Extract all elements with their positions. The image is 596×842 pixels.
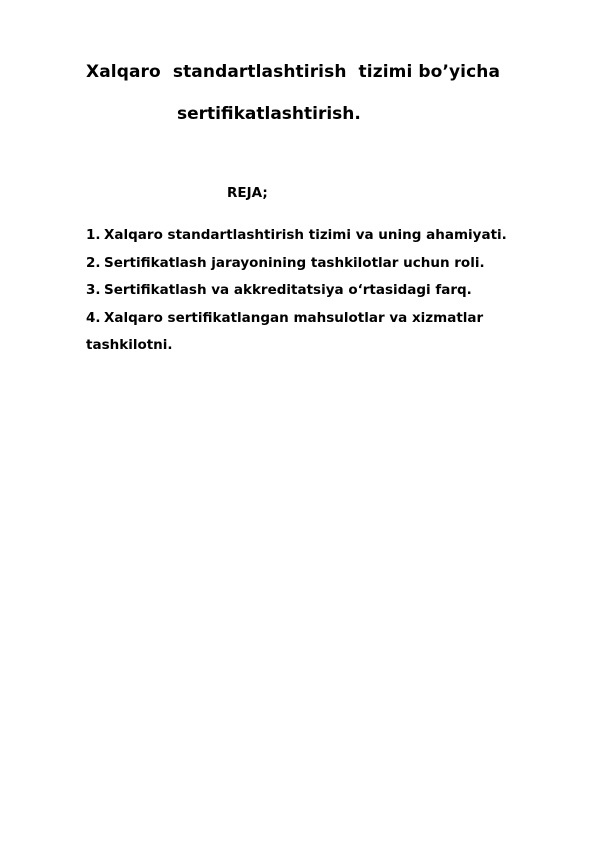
plan-item-text: Sertifikatlash jarayonining tashkilotlar uchun roli.	[104, 254, 485, 271]
plan-item-4	[86, 305, 556, 333]
plan-item-3	[86, 277, 556, 305]
plan-item-1	[86, 222, 556, 250]
plan-item-number: 3.	[86, 282, 101, 298]
plan-item-text: Sertifikatlash va akkreditatsiya o‘rtasidagi farq.	[104, 282, 472, 298]
plan-heading: REJA;	[227, 185, 268, 201]
document-title-line-1: Xalqaro standartlashtirish tizimi bo’yicha	[86, 62, 501, 82]
plan-list	[86, 222, 556, 360]
plan-item-text: Xalqaro sertifikatlangan mahsulotlar va xizmatlar	[104, 309, 484, 326]
plan-item-number: 4.	[86, 309, 101, 326]
plan-item-text: Xalqaro standartlashtirish tizimi va uning ahamiyati.	[104, 227, 507, 243]
plan-item-number: 1.	[86, 227, 101, 243]
plan-item-4-continuation: tashkilotni.	[86, 337, 173, 353]
plan-item-number: 2.	[86, 254, 101, 271]
plan-item-2	[86, 250, 556, 278]
document-title-line-2: sertifikatlashtirish.	[177, 104, 361, 124]
